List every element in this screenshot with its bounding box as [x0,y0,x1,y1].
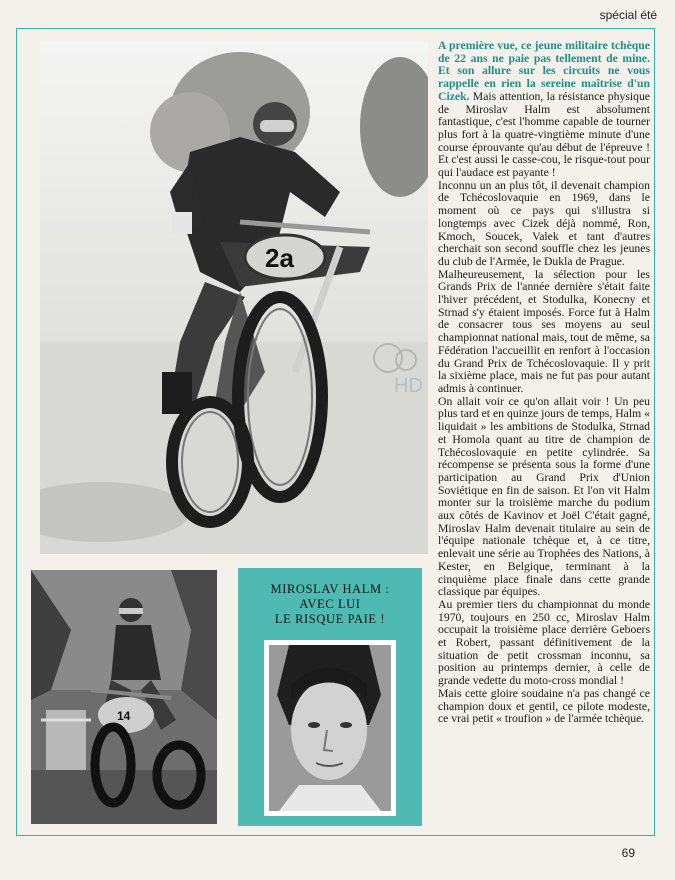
article-paragraph-2: Inconnu un an plus tôt, il devenait champion de Tchécoslovaquie en 1969, dans le moment où ce pays qui s'illustra si longtemps avec Cizek déjà nommé, Ron, Kmoch, Soucek, Valek et tant d'autres cherchait son second souffle chez les jeunes du club de l'Armée, le Dukla de Prague. [438,178,650,268]
svg-text:HD: HD [394,375,423,397]
page-number: 69 [621,846,635,860]
article-p1-rest: Mais attention, la résistance physique de Miroslav Halm est absolument fantastique, c'est l'homme capable de tourner plus fort à la quatre-vingtième minute d'une course éprouvante qu'au début de l'épreuve ! Et c'est aussi le casse-cou, le risque-tout pour qui l'audace est payante ! [438,89,650,180]
portrait-illustration [269,645,391,811]
article-paragraph-1 [438,40,650,180]
bib-number: 2a [265,243,294,273]
article-lead: A première vue, ce jeune militaire tchèque de 22 ans ne paie pas tellement de mine. Et son allure sur les circuits ne vous rappelle en rien la sereine maîtrise d'un Cizek. [438,39,650,103]
rider-action-illustration [31,570,217,824]
section-tag: spécial été [599,8,657,22]
article-paragraph-4: On allait voir ce qu'on allait voir ! Un peu plus tard et en quinze jours de temps, Halm « liquidait » les ambitions de Stodulka, Strnad et Homola quant au titre de champion de Tchécoslovaquie en petite cylindrée. Sa récompense se présenta sous la forme d'une participation au Grand Prix d'Union Soviétique en fin de saison. Et l'on vit Halm monter sur la troisième marche du podium aux côtés de Kavinov et Joël C'était gagné, Miroslav Halm devenait titulaire au sein de l'équipe nationale tchèque et, à ce titre, enlevait une série au Trophées des Nations, à Kester, en Belgique, terminant à la cinquième place finale dans cette grande classique par équipes. [438,394,650,599]
watermark-logo [366,340,436,400]
rider-jump-illustration [40,42,428,554]
caption-box [238,568,422,826]
small-photo [31,570,217,824]
article-paragraph-5: Au premier tiers du championnat du monde 1970, toujours en 250 cc, Miroslav Halm occupait la troisième place derrière Geboers et Robert, passant définitivement de la situation de petit crossman inconnu, sa position au printemps dernier, à celle de grande vedette du moto-cross mondial ! [438,597,650,688]
svg-text:14: 14 [117,709,131,723]
main-photo [40,42,428,554]
article-paragraph-3: Malheureusement, la sélection pour les Grands Prix de l'année dernière s'était faite l'hiver précédent, et Stodulka, Konecny et Strnad s'y étaient imposés. Force fut à Halm de consacrer tous ses moyens au seul championnat national mais, tout de même, sa Fédération l'accueillit en renfort à l'occasion du Grand Prix de Tchécoslovaquie. Il y prit la sixième place, mais ne fut pas pour autant admis à continuer. [438,267,650,395]
article-paragraph-6: Mais cette gloire soudaine n'a pas changé ce champion doux et gentil, ce pilote modeste, ce vrai petit « troufion » de l'armée tchèque. [438,686,650,726]
caption-title: MIROSLAV HALM : AVEC LUI LE RISQUE PAIE ! [270,582,390,626]
portrait-photo [264,640,396,816]
article-column [438,40,650,726]
